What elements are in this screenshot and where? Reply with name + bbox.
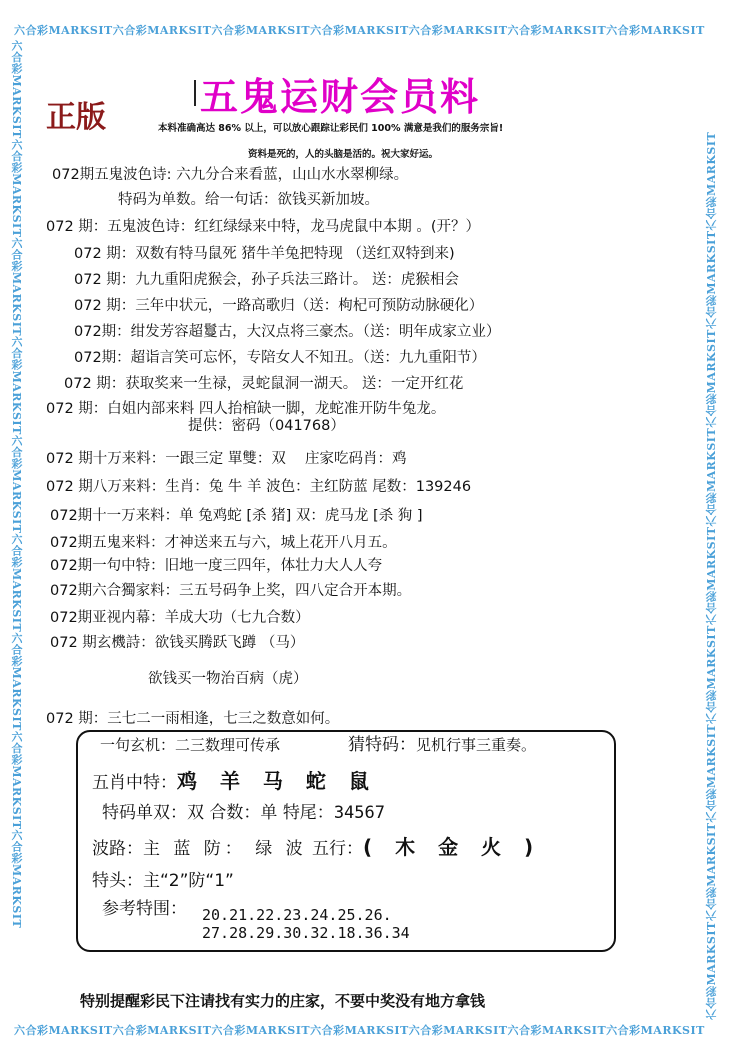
wave-value: 主 蓝 防： 绿 波 xyxy=(143,839,307,859)
riddle-row xyxy=(100,734,280,756)
text-line: 072期亚视内幕：羊成大功（七九合数） xyxy=(50,610,310,626)
text-line: 072期：绀发芳容超鬘古，大汉点将三豪杰。（送：明年成家立业） xyxy=(74,324,501,340)
five-zodiac-label: 五肖中特： xyxy=(92,773,177,793)
text-line: 072 期玄機詩：欲钱买腾跃飞蹲 （马） xyxy=(50,635,305,651)
text-line: 072 期八万来料：生肖：兔 牛 羊 波色：主红防蓝 尾数：139246 xyxy=(46,479,472,495)
text-line: 072期五鬼波色诗: 六九分合来看蓝，山山水水翠柳绿。 xyxy=(52,167,409,183)
text-line: 欲钱买一物治百病（虎） xyxy=(148,671,308,687)
text-line: 072 期：五鬼波色诗：红红绿绿来中特，龙马虎鼠中本期 。(开？） xyxy=(46,219,481,235)
prediction-box xyxy=(76,730,616,952)
guess-row xyxy=(348,734,536,756)
guess-value: 见机行事三重奏。 xyxy=(416,736,537,754)
tail-label: 特尾： xyxy=(282,803,334,823)
text-line: 072期六合獨家料：三五号码争上奖，四八定合开本期。 xyxy=(50,583,412,599)
tail-value: 34567 xyxy=(333,803,385,823)
odd-even-row xyxy=(102,802,385,824)
text-line: 072 期：双数有特马鼠死 猪牛羊兔把特现 （送红双特到来) xyxy=(74,246,455,262)
text-line: 072期五鬼来料：才神送来五与六，城上花开八月五。 xyxy=(50,535,397,551)
tagline-luck: 资料是死的，人的头脑是活的。祝大家好运。 xyxy=(248,149,439,160)
ref-label: 参考特围： xyxy=(102,899,187,919)
genuine-stamp: 正版 xyxy=(46,100,106,135)
text-line: 072期十一万来料：单 兔鸡蛇 [杀 猪] 双：虎马龙 [杀 狗 ] xyxy=(50,508,423,524)
five-zodiac-row xyxy=(92,770,377,794)
text-line: 072 期：获取奖来一生禄，灵蛇鼠洞一湖天。 送：一定开红花 xyxy=(64,376,464,392)
ref-numbers-1: 20.21.22.23.24.25.26. xyxy=(202,906,392,924)
text-line: 072期：超诣言笑可忘怀，专陪女人不知丑。（送：九九重阳节） xyxy=(74,350,486,366)
guess-label: 猜特码： xyxy=(348,735,416,755)
watermark-top: 六合彩MARKSIT六合彩MARKSIT六合彩MARKSIT六合彩MARKSIT六合彩MARKSIT六合彩MARKSIT六合彩MARKSIT xyxy=(14,24,705,37)
text-line: 072 期：三年中状元，一路高歌归（送：枸杞可预防动脉硬化） xyxy=(74,298,484,314)
odd-even-value: 双 xyxy=(187,803,204,823)
text-line: 特码为单数。给一句话：欲钱买新加坡。 xyxy=(118,192,379,208)
odd-even-label: 特码单双： xyxy=(102,803,187,823)
text-line: 072 期：九九重阳虎猴会，孙子兵法三路计。 送：虎猴相会 xyxy=(74,272,459,288)
element-value: ( 木 金 火 ) xyxy=(363,835,542,859)
page-title: 五鬼运财会员料 xyxy=(200,66,480,121)
watermark-right: 六合彩MARKSIT六合彩MARKSIT六合彩MARKSIT六合彩MARKSIT六合彩MARKSIT六合彩MARKSIT六合彩MARKSIT六合彩MARKSIT六合彩MARKSIT xyxy=(705,131,718,1020)
ref-numbers-2: 27.28.29.30.32.18.36.34 xyxy=(202,924,410,942)
sum-value: 单 xyxy=(260,803,278,823)
watermark-left: 六合彩MARKSIT六合彩MARKSIT六合彩MARKSIT六合彩MARKSIT六合彩MARKSIT六合彩MARKSIT六合彩MARKSIT六合彩MARKSIT六合彩MARKSIT xyxy=(10,40,23,929)
riddle-label: 一句玄机： xyxy=(100,736,176,754)
riddle-value: 二三数理可传承 xyxy=(175,736,281,754)
head-label: 特头： xyxy=(92,871,143,891)
text-line: 072期一句中特：旧地一度三四年，体壮力大人人夸 xyxy=(50,558,383,574)
five-zodiac-value: 鸡 羊 马 蛇 鼠 xyxy=(177,769,377,793)
footer-notice: 特别提醒彩民下注请找有实力的庄家，不要中奖没有地方拿钱 xyxy=(80,992,486,1010)
tagline-accuracy: 本料准确高达 86% 以上，可以放心跟踪让彩民们 100% 满意是我们的服务宗旨! xyxy=(158,123,504,134)
text-line: 072 期：三七二一雨相逢，七三之数意如何。 xyxy=(46,711,340,727)
element-label: 五行： xyxy=(312,839,364,859)
head-row xyxy=(92,870,234,892)
watermark-bottom: 六合彩MARKSIT六合彩MARKSIT六合彩MARKSIT六合彩MARKSIT六合彩MARKSIT六合彩MARKSIT六合彩MARKSIT xyxy=(14,1024,705,1037)
wave-row xyxy=(92,836,541,860)
head-value: 主“2”防“1” xyxy=(143,871,234,891)
text-line: 072 期十万来料：一跟三定 單雙：双 庄家吃码肖：鸡 xyxy=(46,451,407,467)
text-line: 提供：密码（041768） xyxy=(188,418,345,434)
sum-label: 合数： xyxy=(209,803,261,823)
text-line: 072 期：白姐内部来料 四人抬棺缺一脚，龙蛇准开防牛兔龙。 xyxy=(46,401,446,417)
wave-label: 波路： xyxy=(92,839,143,859)
